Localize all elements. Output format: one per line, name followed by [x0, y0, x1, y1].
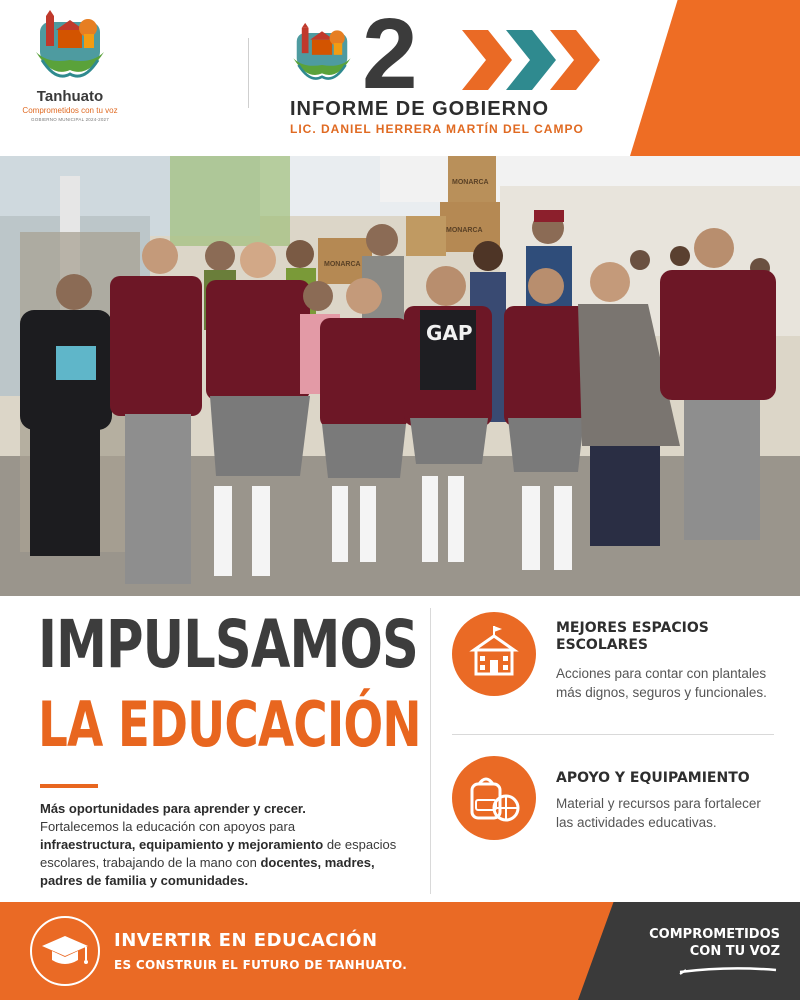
group-photo: [0, 156, 800, 596]
footer-headline: INVERTIR EN EDUCACIÓN: [114, 930, 378, 951]
box-label: MONARCA: [324, 261, 361, 268]
report-title: INFORME DE GOBIERNO: [290, 98, 550, 120]
feature-title: MEJORES ESPACIOS ESCOLARES: [556, 620, 709, 653]
feature-description: Material y recursos para fortalecer las actividades educativas.: [556, 796, 761, 830]
feature-title: APOYO Y EQUIPAMIENTO: [556, 770, 750, 786]
feature-description: Acciones para contar con plantales más dignos, seguros y funcionales.: [556, 666, 767, 700]
school-building-icon: [452, 612, 536, 696]
graduation-cap-icon: [30, 916, 100, 986]
content-divider-vertical: [430, 608, 431, 894]
backpack-ball-icon: [452, 756, 536, 840]
body-paragraph: [40, 800, 420, 890]
header-orange-accent: [630, 0, 800, 156]
town-administration: GOBIERNO MUNICIPAL 2024-2027: [31, 117, 109, 122]
footer-banner: [0, 902, 800, 1000]
church-hands-icon: [290, 14, 354, 94]
content-section: [0, 596, 800, 902]
report-logo: [290, 14, 354, 98]
body-bold1: infraestructura, equipamiento y mejoramiento: [40, 837, 324, 852]
headline-line2: LA EDUCACIÓN: [38, 688, 421, 761]
town-name: Tanhuato: [36, 88, 104, 105]
swoosh-underline-icon: [678, 964, 778, 976]
header-divider: [248, 38, 249, 108]
town-slogan: Comprometidos con tu voz: [22, 106, 118, 115]
person-adult-left: [20, 274, 112, 556]
students-group-illustration: [0, 156, 800, 596]
report-number: 2: [362, 0, 416, 110]
footer-slogan: [649, 926, 780, 960]
header: [0, 0, 800, 156]
body-part2: de espacios escolares, trabajando de la mano con: [40, 837, 397, 870]
feature-support-equipment: [452, 756, 782, 866]
footer-slogan-line2: CON TU VOZ: [689, 944, 780, 959]
body-intro: Más oportunidades para aprender y crecer.: [40, 801, 306, 816]
chevrons-icon: [462, 30, 602, 90]
box-label: MONARCA: [446, 227, 483, 234]
content-divider-horizontal: [452, 734, 774, 735]
footer-slogan-line1: COMPROMETIDOS: [649, 927, 780, 942]
report-subtitle: LIC. DANIEL HERRERA MARTÍN DEL CAMPO: [290, 122, 584, 136]
body-bold2: docentes, madres, padres de familia y comunidades.: [40, 855, 375, 888]
footer-subline: ES CONSTRUIR EL FUTURO DE TANHUATO.: [114, 958, 408, 972]
shirt-text: GAP: [426, 321, 473, 345]
headline-line1: IMPULSAMOS: [38, 606, 418, 683]
headline-underline: [40, 784, 98, 788]
feature-better-spaces: [452, 612, 782, 722]
municipal-logo: [22, 8, 118, 122]
body-part1: Fortalecemos la educación con apoyos para: [40, 819, 296, 834]
church-hands-icon: [32, 8, 108, 86]
box-label: MONARCA: [452, 179, 489, 186]
